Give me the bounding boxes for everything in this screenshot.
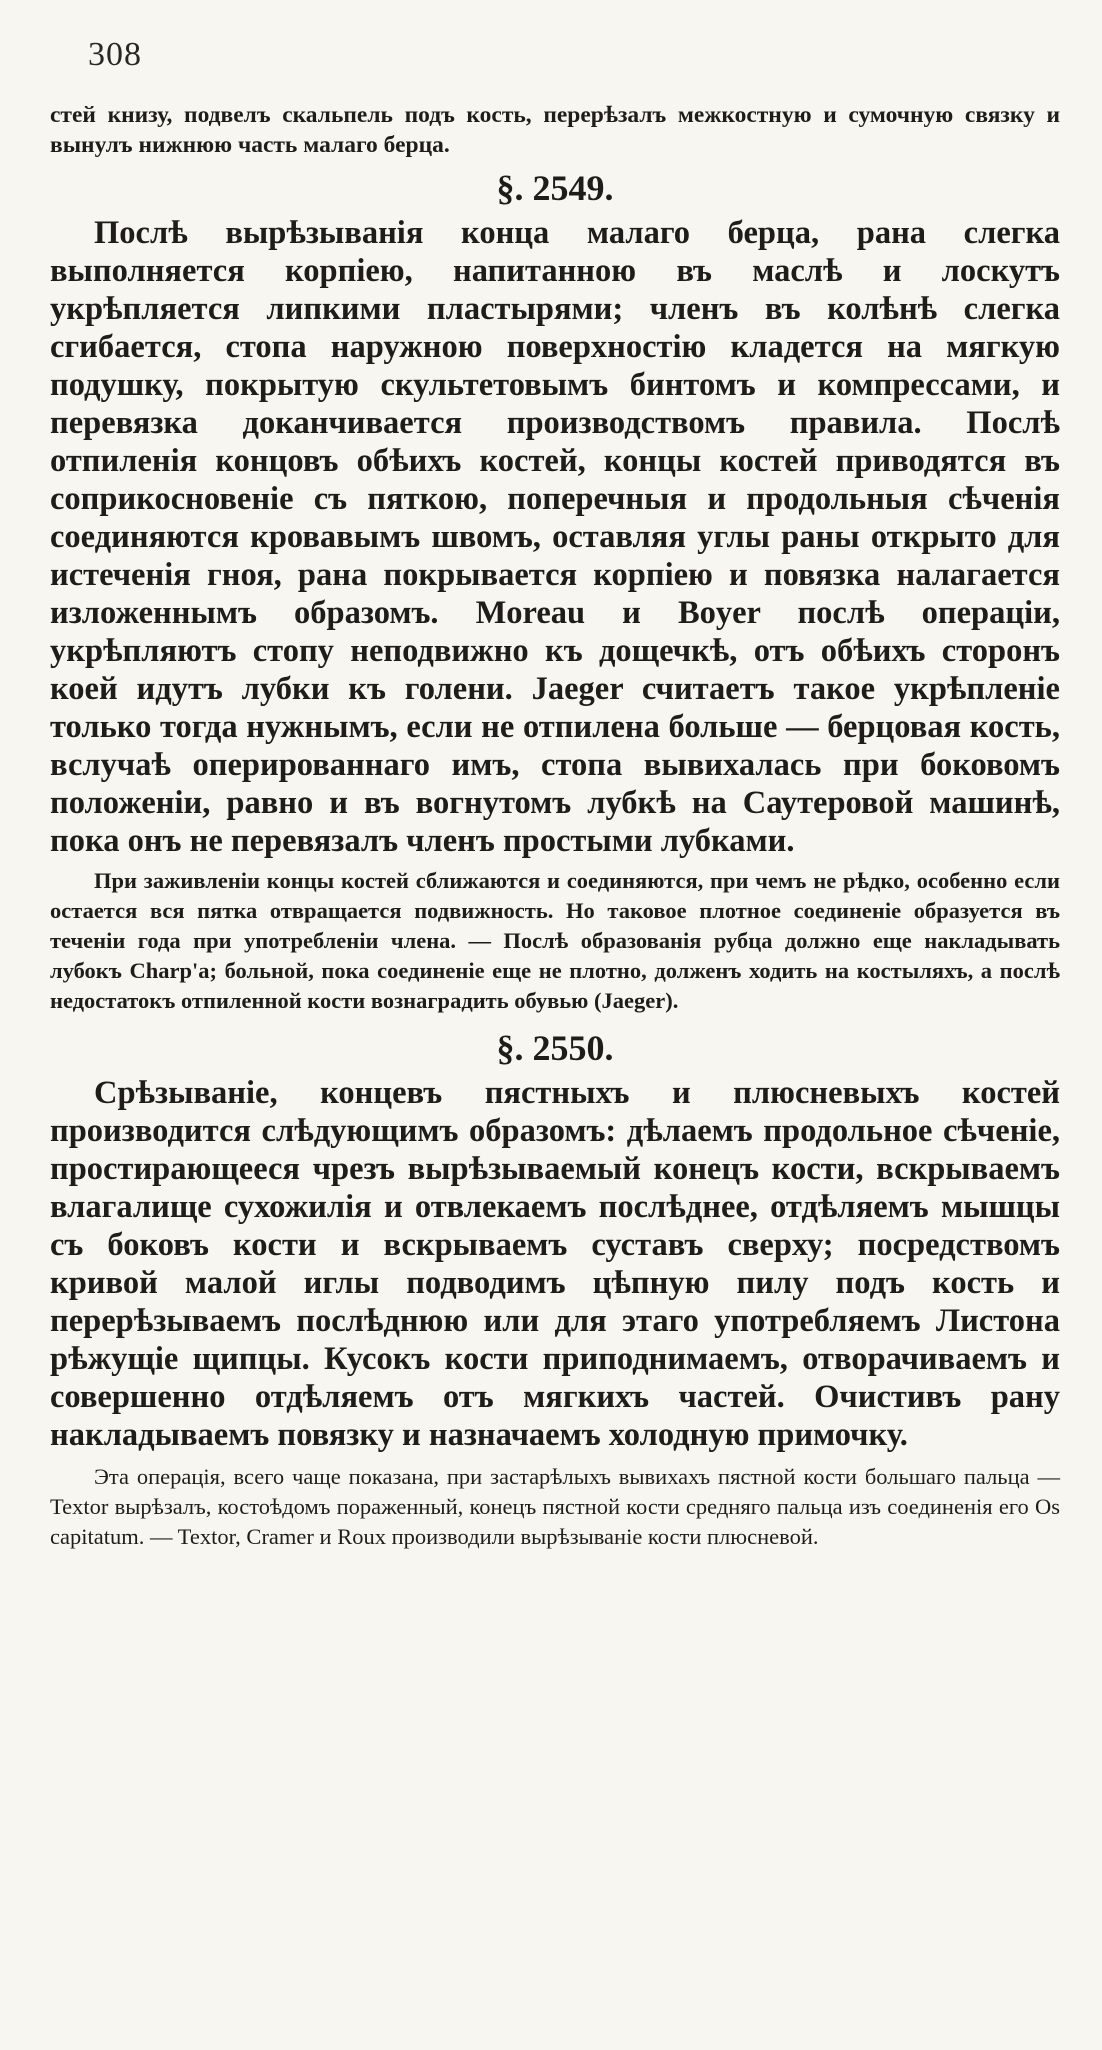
intro-paragraph: стей книзу, подвелъ скальпель подъ кость, перерѣзалъ межкостную и сумочную связку и вынулъ нижнюю часть малаго берца. bbox=[50, 102, 1060, 158]
page-number: 308 bbox=[88, 36, 142, 73]
section-2549-note: При заживленіи концы костей сближаются и соединяются, при чемъ не рѣдко, особенно если остается вся пятка отвращается подвижность. Но таковое плотное соединеніе образуется въ теченіи года при употребленіи члена. — Послѣ образованія рубца должно еще накладывать лубокъ Charp'a; больной, пока соединеніе еще не плотно, долженъ ходить на костыляхъ, а послѣ недостатокъ отпиленной кости вознаградить обувью (Jaeger). bbox=[50, 868, 1060, 1013]
section-2550-body: Срѣзываніе, концевъ пястныхъ и плюсневыхъ костей производится слѣдующимъ образомъ: дѣлаемъ продольное сѣченіе, простирающееся чрезъ вырѣзываемый конецъ кости, вскрываемъ влагалище сухожилія и отвлекаемъ послѣднее, отдѣляемъ мышцы съ боковъ кости и вскрываемъ суставъ сверху; посредствомъ кривой малой иглы подводимъ цѣпную пилу подъ кость и перерѣзываемъ послѣднюю или для этаго употребляемъ Листона рѣжущіе щипцы. Кусокъ кости приподнимаемъ, отворачиваемъ и совершенно отдѣляемъ отъ мягкихъ частей. Очистивъ рану накладываемъ повязку и назначаемъ холодную примочку. bbox=[50, 1075, 1060, 1453]
section-2550-note: Эта операція, всего чаще показана, при застарѣлыхъ вывихахъ пястной кости большаго пальца — Textor вырѣзалъ, костоѣдомъ пораженный, конецъ пястной кости средняго пальца изъ соединенія его Os capitatum. — Textor, Cramer и Roux производили вырѣзываніе кости плюсневой. bbox=[50, 1464, 1060, 1549]
section-2549-body: Послѣ вырѣзыванія конца малаго берца, рана слегка выполняется корпіею, напитанною въ маслѣ и лоскутъ укрѣпляется липкими пластырями; членъ въ колѣнѣ слегка сгибается, стопа наружною поверхностію кладется на мягкую подушку, покрытую скультетовымъ бинтомъ и компрессами, и перевязка доканчивается производствомъ правила. Послѣ отпиленія концовъ обѣихъ костей, концы костей приводятся въ соприкосновеніе съ пяткою, поперечныя и продольныя сѣченія соединяются кровавымъ швомъ, оставляя углы раны открыто для истеченія гноя, рана покрывается корпіею и повязка налагается изложеннымъ образомъ. Moreau и Boyer послѣ операціи, укрѣпляютъ стопу неподвижно къ дощечкѣ, отъ обѣихъ сторонъ коей идутъ лубки къ голени. Jaeger считаетъ такое укрѣпленіе только тогда нужнымъ, если не отпилена больше — берцовая кость, вслучаѣ оперированнаго имъ, стопа вывихалась при боковомъ положеніи, равно и въ вогнутомъ лубкѣ на Саутеровой машинѣ, пока онъ не перевязалъ членъ простыми лубками. bbox=[50, 215, 1060, 859]
section-heading-2550: §. 2550. bbox=[496, 1028, 614, 1068]
section-heading-2549: §. 2549. bbox=[496, 168, 614, 208]
page-body bbox=[50, 100, 1060, 1552]
